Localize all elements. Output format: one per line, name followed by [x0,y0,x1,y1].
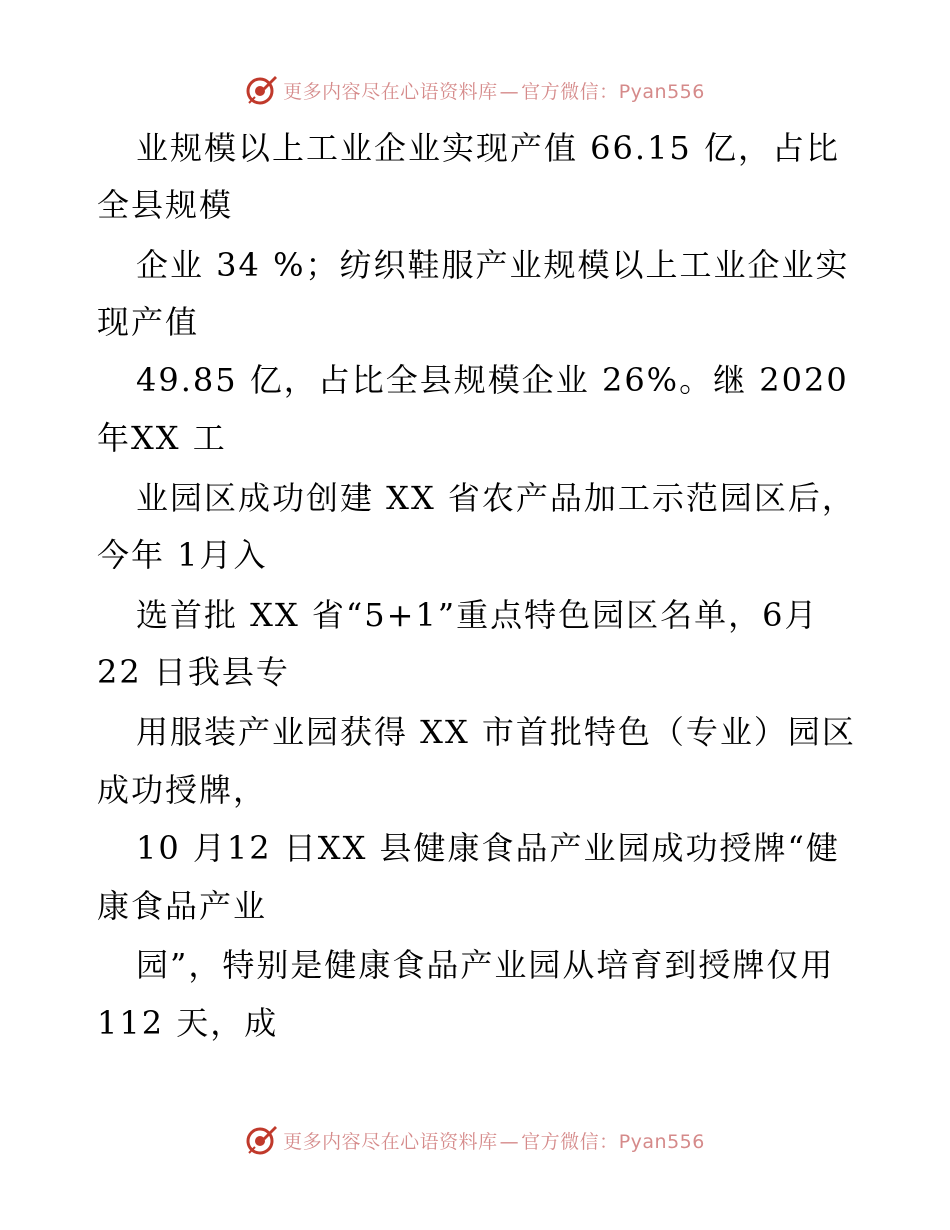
text-line: 全县规模 [97,186,234,224]
header-watermark [0,70,950,110]
text-line: 用服装产业园获得 XX 市首批特色（专业）园区 [136,713,856,751]
text-line: 选首批 XX 省“5+1”重点特色园区名单，6月 [136,596,819,634]
text-line: 10 月12 日XX 县健康食品产业园成功授牌“健 [136,829,840,867]
text-line: 49.85 亿，占比全县规模企业 26%。继 2020 [136,361,849,399]
text-line: 业园区成功创建 XX 省农产品加工示范园区后， [136,479,856,517]
text-line: 今年 1月入 [97,536,268,574]
watermark-wechat-id: Pyan556 [618,1130,705,1153]
watermark-slogan: 更多内容尽在心语资料库 [283,1130,498,1153]
watermark-wechat-label: 官方微信： [521,1130,619,1153]
text-line: 企业 34 %；纺织鞋服产业规模以上工业企业实 [136,246,850,284]
watermark-dash: — [499,1130,520,1153]
watermark-wechat-label: 官方微信： [521,80,619,103]
pen-nib-circle-icon [245,1123,279,1157]
watermark-wechat-id: Pyan556 [618,80,705,103]
text-line: 年XX 工 [97,419,227,457]
text-line: 园”，特别是健康食品产业园从培育到授牌仅用 [136,946,835,984]
text-line: 22 日我县专 [97,653,290,691]
text-line: 康食品产业 [97,887,268,925]
footer-watermark [0,1120,950,1160]
watermark-dash: — [499,80,520,103]
watermark-slogan: 更多内容尽在心语资料库 [283,80,498,103]
text-line: 业规模以上工业企业实现产值 66.15 亿，占比 [136,129,840,167]
watermark-text [283,1127,705,1154]
watermark-text [283,77,705,104]
text-line: 成功授牌， [97,771,268,809]
text-line: 112 天，成 [97,1004,279,1042]
text-line: 现产值 [97,303,200,341]
pen-nib-circle-icon [245,73,279,107]
